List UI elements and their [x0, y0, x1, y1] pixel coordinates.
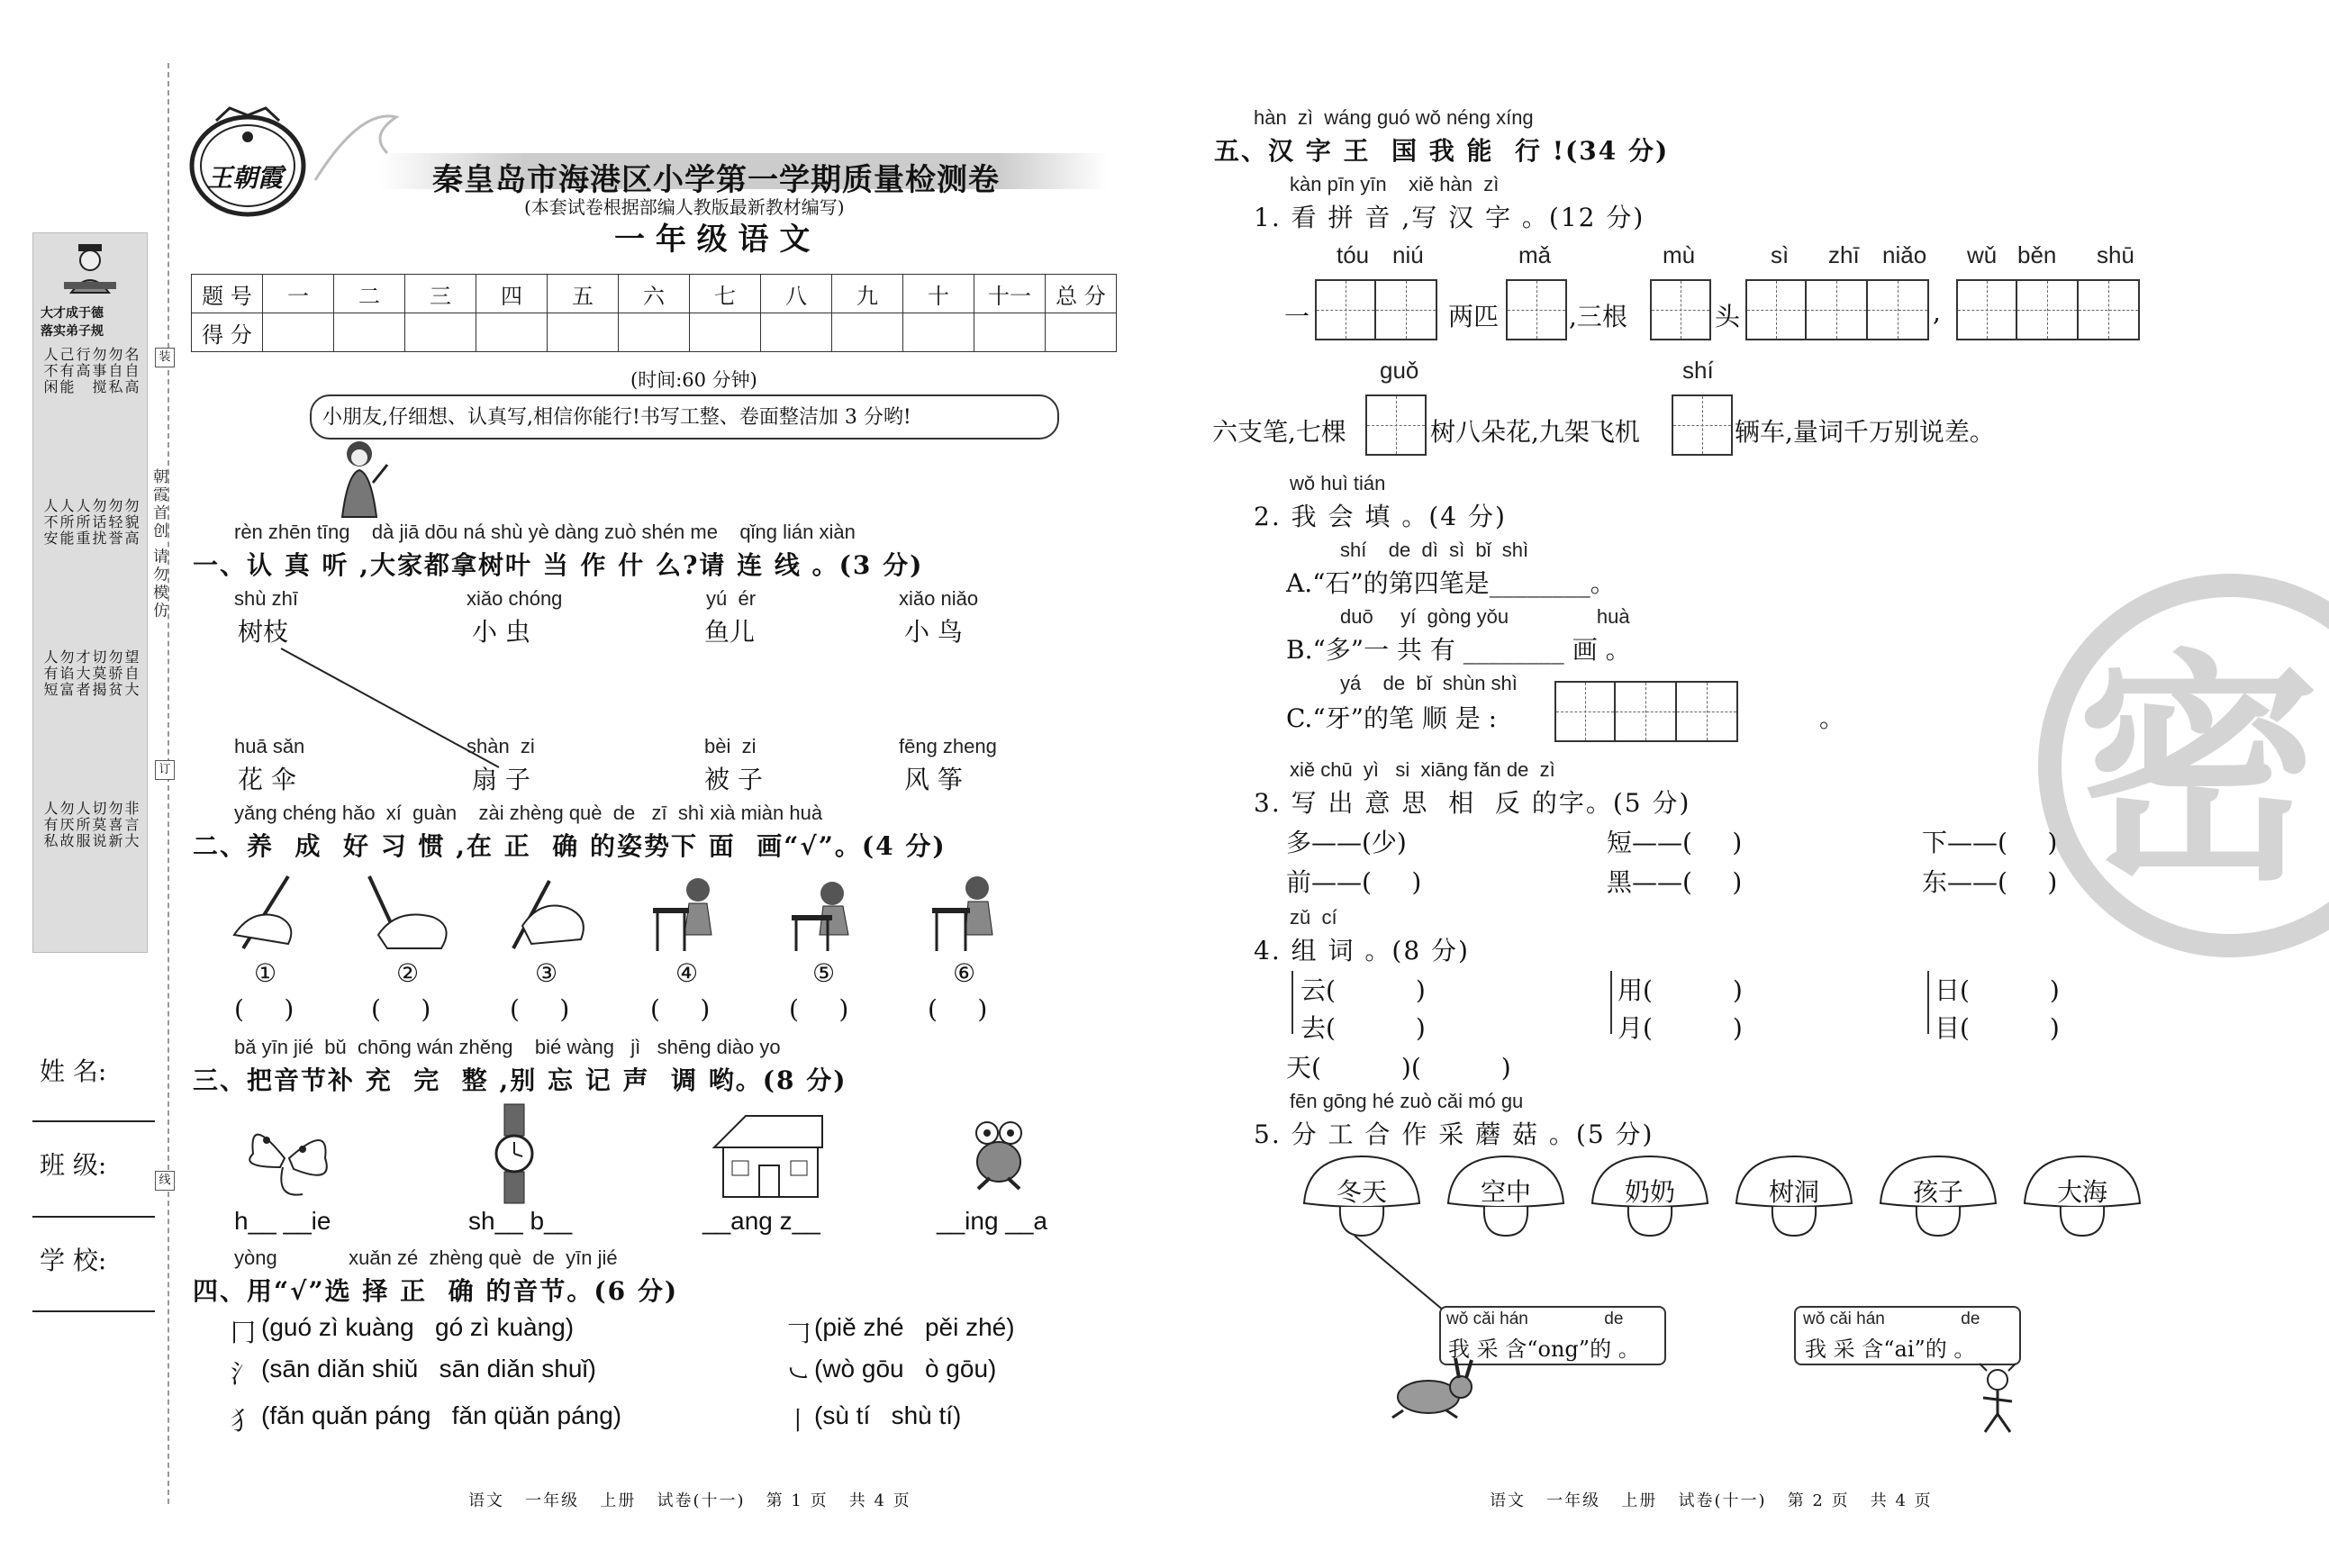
mushroom[interactable] [1587, 1153, 1713, 1234]
score-header-cell: 九 [832, 275, 903, 313]
secret-watermark [2041, 558, 2329, 955]
exam-note: (本套试卷根据部编人教版最新教材编写) [524, 196, 845, 218]
q4-item-1[interactable]: 云( ) [1300, 975, 1426, 1005]
q3-pair-5[interactable]: 黑——( ) [1607, 867, 1743, 897]
mushroom-label: 空中 [1480, 1177, 1531, 1207]
q1-py-10: shū [2097, 241, 2134, 268]
q1-py-9: běn [2017, 241, 2057, 268]
brand-text: 王朝霞 [207, 163, 284, 193]
vertical-note: 朝霞首创 请勿模仿 [150, 468, 168, 621]
q2-c: C.“牙”的笔 顺 是 : [1286, 703, 1498, 733]
q5-title: 5. 分 工 合 作 采 蘑 菇 。(5 分) [1254, 1119, 1654, 1149]
binding-dashed-line [168, 63, 169, 1504]
q2-c-pinyin: yá de bǐ shùn shì [1340, 672, 1518, 694]
sec3-blank-2[interactable]: sh__ b__ [468, 1207, 573, 1235]
motto-column: 勿喜新 [106, 801, 123, 849]
butterfly-illustration [240, 1113, 339, 1207]
motto-column: 人所能 [58, 498, 75, 547]
brand-logo [180, 104, 315, 222]
sec2-title: 二、养 成 好 习 惯 ,在 正 确 的姿势下 面 画“√”。(4 分) [193, 831, 947, 861]
posture-num-3: ③ [535, 958, 558, 988]
motto-column: 勿事搅 [90, 347, 107, 395]
sec4-stroke-2: 𠃌 [785, 1318, 811, 1347]
posture-answer-6[interactable]: ( ) [928, 994, 988, 1024]
score-header-cell: 十一 [974, 275, 1046, 313]
score-cell[interactable] [548, 313, 619, 352]
score-cell[interactable] [974, 313, 1046, 352]
q4-brace-3 [1927, 971, 1929, 1034]
q1-grid-toupniu[interactable] [1315, 279, 1437, 340]
motto-column: 非言大 [122, 801, 140, 849]
q1-py-7: niǎo [1882, 241, 1927, 268]
sec4-stroke-3: 氵 [231, 1359, 257, 1389]
q4-brace-1 [1291, 971, 1293, 1034]
motto-column: 勿骄贫 [106, 649, 123, 698]
time-limit: (时间:60 分钟) [630, 369, 757, 391]
sec1-bot-word-1[interactable]: 花 伞 [238, 765, 296, 794]
motto-column: 切莫说 [90, 801, 107, 849]
score-cell[interactable] [619, 313, 690, 352]
q1-grid-sizhiniao[interactable] [1745, 279, 1929, 340]
motto-column: 人有短 [41, 649, 59, 698]
sec4-option-3[interactable]: (sān diǎn shiǔ sān diǎn shuǐ) [261, 1355, 596, 1382]
q1-py-5: sì [1771, 241, 1790, 268]
posture-answer-1[interactable]: ( ) [234, 994, 295, 1024]
motto-column: 行高 [74, 347, 91, 379]
q3-pair-2[interactable]: 短——( ) [1607, 828, 1743, 857]
q4-title: 4. 组 词 。(8 分) [1254, 936, 1470, 965]
q4-item-2[interactable]: 用( ) [1618, 975, 1743, 1005]
q1-text-7: 树八朵花,九架飞机 [1430, 417, 1640, 447]
q1-grid-ma[interactable] [1506, 279, 1567, 340]
frog-illustration [967, 1117, 1030, 1201]
posture-num-2: ② [396, 958, 420, 988]
score-header-cell: 三 [405, 275, 476, 313]
bubble-ai-text: 我 采 含“ai”的 。 [1805, 1337, 1976, 1362]
posture-answer-4[interactable]: ( ) [650, 994, 711, 1024]
q3-pair-6[interactable]: 东——( ) [1922, 867, 2058, 897]
posture-desk-6 [928, 872, 1018, 956]
motto-column: 勿貌高 [122, 498, 140, 547]
q1-text-3: ,三根 [1569, 302, 1627, 331]
sec3-blank-3[interactable]: __ang z__ [702, 1207, 820, 1235]
q5-pinyin: fēn gōng hé zuò cǎi mó gu [1290, 1090, 1524, 1112]
score-header-row [192, 275, 1117, 313]
mushroom-label: 大海 [2056, 1177, 2107, 1207]
q2-a-pinyin: shí de dì sì bǐ shì [1340, 539, 1529, 561]
sec4-option-6[interactable]: (sù tí shù tí) [814, 1401, 962, 1429]
sec1-bot-py-1: huā sǎn [234, 735, 305, 757]
child-illustration [1971, 1364, 2025, 1439]
name-label: 姓 名: [40, 1056, 107, 1086]
q1-py-1: tóu [1337, 241, 1370, 268]
score-header-cell: 四 [476, 275, 548, 313]
sec1-top-word-4[interactable]: 小 鸟 [904, 617, 963, 647]
score-cell[interactable] [263, 313, 334, 352]
q1-title: 1. 看 拼 音 ,写 汉 字 。(12 分) [1254, 203, 1645, 232]
q1-py-2: niú [1392, 241, 1424, 268]
posture-answer-2[interactable]: ( ) [371, 994, 431, 1024]
sec1-top-word-2[interactable]: 小 虫 [472, 617, 530, 647]
teacher-illustration [330, 438, 389, 519]
posture-desk-4 [648, 872, 739, 956]
q4-item-4[interactable]: 去( ) [1300, 1013, 1426, 1043]
sec4-option-1[interactable]: (guó zì kuàng gó zì kuàng) [261, 1313, 575, 1341]
mushroom[interactable] [1875, 1153, 2001, 1234]
score-header-cell: 总 分 [1046, 275, 1117, 313]
q1-py-guo: guǒ [1380, 357, 1419, 384]
motto-column: 勿轻誉 [106, 498, 123, 547]
sec4-stroke-5: 犭 [231, 1406, 257, 1436]
q1-py-6: zhī [1828, 241, 1860, 268]
seal-mark-2: 订 [155, 760, 175, 780]
q3-pair-4[interactable]: 前——( ) [1286, 867, 1422, 897]
posture-num-1: ① [254, 958, 277, 988]
bubble-ong-text: 我 采 含“ong”的 。 [1448, 1337, 1640, 1362]
motto-column: 勿话扰 [90, 498, 107, 547]
q1-py-3: mǎ [1518, 241, 1552, 268]
name-line[interactable] [32, 1120, 155, 1122]
mushroom[interactable] [1443, 1153, 1569, 1234]
posture-pen-3 [504, 872, 594, 956]
score-cell[interactable] [690, 313, 761, 352]
q2-a[interactable]: A.“石”的第四笔是________。 [1286, 568, 1616, 598]
rabbit-illustration [1383, 1356, 1482, 1423]
sec3-title: 三、把音节补 充 完 整 ,别 忘 记 声 调 哟。(8 分) [193, 1065, 847, 1095]
sec2-pinyin: yǎng chéng hǎo xí guàn zài zhèng què de zī shì xià miàn huà [234, 802, 823, 824]
q2-pinyin: wǒ huì tián [1290, 472, 1386, 494]
posture-num-6: ⑥ [953, 958, 976, 988]
sec3-blank-1[interactable]: h__ __ie [234, 1207, 331, 1235]
mushroom[interactable] [1299, 1153, 1425, 1234]
sec1-bot-word-4[interactable]: 风 筝 [904, 765, 963, 794]
q2-c-end: 。 [1819, 703, 1845, 733]
q1-grid-mu[interactable] [1650, 279, 1711, 340]
sec3-pinyin: bǎ yīn jié bǔ chōng wán zhěng bié wàng jì shēng diào yo [234, 1036, 781, 1058]
sec5-pinyin: hàn zì wáng guó wǒ néng xíng [1254, 106, 1534, 129]
q2-title: 2. 我 会 填 。(4 分) [1254, 502, 1507, 531]
q1-text-2: 两匹 [1448, 302, 1500, 331]
school-line[interactable] [32, 1310, 155, 1312]
q1-text-4: 头 [1715, 302, 1741, 331]
score-header-cell: 六 [619, 275, 690, 313]
score-header-cell: 题 号 [192, 275, 263, 313]
score-header-cell: 八 [761, 275, 832, 313]
motto-panel [32, 232, 148, 953]
sec5-title: 五、汉 字 王 国 我 能 行 !(34 分) [1214, 136, 1670, 166]
q1-grid-guo[interactable] [1365, 394, 1427, 456]
sec1-pinyin: rèn zhēn tīng dà jiā dōu ná shù yè dàng zuò shén me qǐng lián xiàn [234, 521, 856, 543]
motto-column: 人所服 [74, 801, 91, 849]
mushroom[interactable] [2019, 1153, 2145, 1234]
q1-text-5: , [1933, 297, 1941, 327]
motto-column: 勿自私 [106, 347, 123, 395]
score-header-cell: 一 [263, 275, 334, 313]
watch-illustration [492, 1104, 537, 1207]
score-cell[interactable] [334, 313, 405, 352]
q1-py-shi: shí [1682, 357, 1714, 384]
q1-grid-shi[interactable] [1672, 394, 1733, 456]
q1-grid-wubenshu[interactable] [1956, 279, 2140, 340]
sec3-blank-4[interactable]: __ing __a [937, 1207, 1048, 1235]
motto-column: 人不安 [41, 498, 59, 547]
score-cell[interactable] [832, 313, 903, 352]
q3-pair-3[interactable]: 下——( ) [1922, 828, 2058, 857]
motto-column: 人有私 [41, 801, 59, 849]
sec1-bot-py-3: bèi zi [704, 735, 757, 757]
sec4-stroke-1: 冂 [231, 1318, 257, 1347]
sec1-top-py-1: shù zhī [234, 587, 298, 610]
sec4-option-5[interactable]: (fǎn quǎn páng fǎn qüǎn páng) [261, 1401, 622, 1429]
score-cell[interactable] [761, 313, 832, 352]
sec1-top-py-4: xiǎo niǎo [899, 587, 979, 610]
posture-num-4: ④ [675, 958, 699, 988]
sec1-bot-word-3[interactable]: 被 子 [704, 765, 763, 794]
mushroom[interactable] [1731, 1153, 1857, 1234]
score-cell[interactable] [903, 313, 974, 352]
class-label: 班 级: [40, 1150, 107, 1180]
q4-brace-2 [1610, 971, 1612, 1034]
q4-item-6[interactable]: 目( ) [1935, 1013, 2060, 1043]
sec1-top-py-3: yú ér [706, 587, 757, 610]
q4-pinyin: zǔ cí [1290, 906, 1337, 929]
motto-line-2: 落实弟子规 [41, 324, 104, 339]
posture-desk-5 [787, 872, 877, 956]
sec4-stroke-4: ㇃ [785, 1359, 811, 1389]
q1-text-1: 一 [1284, 302, 1310, 331]
motto-column: 名自高 [122, 347, 140, 395]
reminder-text: 小朋友,仔细想、认真写,相信你能行!书写工整、卷面整洁加 3 分哟! [322, 406, 911, 429]
score-header-cell: 五 [548, 275, 619, 313]
q1-pinyin: kàn pīn yīn xiě hàn zì [1290, 173, 1500, 195]
sec1-top-word-3[interactable]: 鱼儿 [704, 617, 756, 647]
score-header-cell: 二 [334, 275, 405, 313]
posture-answer-5[interactable]: ( ) [789, 994, 849, 1024]
mushroom-label: 奶奶 [1624, 1177, 1675, 1207]
sec1-bot-py-2: shàn zi [467, 735, 535, 757]
motto-column: 人不闲 [41, 347, 59, 395]
sec1-bot-word-2[interactable]: 扇 子 [472, 765, 530, 794]
q1-text-8: 辆车,量词千万别说差。 [1735, 417, 1995, 447]
sec4-option-4[interactable]: (wò gōu ò gōu) [814, 1355, 997, 1382]
mushroom-label: 冬天 [1336, 1177, 1387, 1207]
q1-py-8: wǔ [1967, 241, 1998, 268]
sec1-top-word-1[interactable]: 树枝 [238, 617, 289, 647]
score-table [191, 274, 1117, 352]
mushroom-label: 树洞 [1768, 1177, 1819, 1207]
motto-column: 人所重 [74, 498, 91, 547]
house-illustration [710, 1111, 827, 1205]
q4-item-tian[interactable]: 天( )( ) [1286, 1053, 1511, 1083]
motto-column: 己有能 [58, 347, 75, 395]
score-header-cell: 七 [690, 275, 761, 313]
q2-b[interactable]: B.“多”一 共 有 ________ 画 。 [1286, 635, 1631, 665]
bubble-ong-pinyin: wǒ cǎi hán de [1446, 1310, 1624, 1328]
sec4-option-2[interactable]: (piě zhé pěi zhé) [814, 1313, 1015, 1341]
motto-column: 勿厌故 [58, 801, 75, 849]
q1-text-6: 六支笔,七棵 [1212, 417, 1346, 447]
sec4-title: 四、用“√”选 择 正 确 的音节。(6 分) [193, 1276, 679, 1306]
q1-py-4: mù [1663, 241, 1696, 268]
q3-title: 3. 写 出 意 思 相 反 的字。(5 分) [1254, 788, 1691, 818]
sec1-bot-py-4: fēng zheng [899, 735, 997, 757]
q2-b-pinyin: duō yí gòng yǒu huà [1340, 605, 1630, 628]
sec4-stroke-6: 丨 [785, 1406, 811, 1436]
ribbon-decoration [306, 99, 414, 189]
school-label: 学 校: [40, 1246, 107, 1275]
q3-pinyin: xiě chū yì si xiāng fǎn de zì [1290, 758, 1555, 781]
score-cell[interactable] [405, 313, 476, 352]
motto-column: 勿谄富 [58, 649, 75, 698]
q3-pair-1[interactable]: 多——(少) [1286, 828, 1407, 857]
posture-num-5: ⑤ [812, 958, 836, 988]
score-cell[interactable] [476, 313, 548, 352]
score-value-row [192, 313, 1117, 352]
q2-stroke-grids[interactable] [1554, 681, 1738, 742]
seal-mark-3: 线 [155, 1171, 175, 1191]
sec4-pinyin: yòng xuǎn zé zhèng què de yīn jié [234, 1246, 618, 1269]
footer-left: 语文 一年级 上册 试卷(十一) 第 1 页 共 4 页 [468, 1491, 911, 1510]
posture-answer-3[interactable]: ( ) [510, 994, 570, 1024]
motto-columns [42, 347, 141, 941]
motto-column: 切莫揭 [90, 649, 107, 698]
class-line[interactable] [32, 1216, 155, 1218]
exam-subtitle: 一 年 级 语 文 [614, 222, 811, 258]
motto-line-1: 大才成于德 [41, 306, 104, 321]
score-cell[interactable] [1046, 313, 1117, 352]
mushroom-label: 孩子 [1912, 1177, 1963, 1207]
seal-mark-1: 装 [155, 348, 175, 367]
watermark-char: 密 [2077, 627, 2320, 913]
score-header-cell: 十 [903, 275, 974, 313]
scholar-illustration [60, 242, 120, 295]
bubble-ai-pinyin: wǒ cǎi hán de [1803, 1310, 1980, 1328]
sec1-title: 一、认 真 听 ,大家都拿树叶 当 作 什 么?请 连 线 。(3 分) [193, 550, 924, 580]
motto-column: 才大者 [74, 649, 91, 698]
q4-item-3[interactable]: 日( ) [1935, 975, 2060, 1005]
score-row-label: 得 分 [192, 313, 263, 352]
motto-column: 望自大 [122, 649, 140, 698]
sec1-top-py-2: xiǎo chóng [467, 587, 563, 610]
posture-pen-1 [225, 872, 306, 956]
footer-right: 语文 一年级 上册 试卷(十一) 第 2 页 共 4 页 [1490, 1491, 1933, 1510]
posture-pen-2 [360, 872, 459, 956]
q4-item-5[interactable]: 月( ) [1618, 1013, 1743, 1043]
exam-title: 秦皇岛市海港区小学第一学期质量检测卷 [432, 162, 1000, 198]
